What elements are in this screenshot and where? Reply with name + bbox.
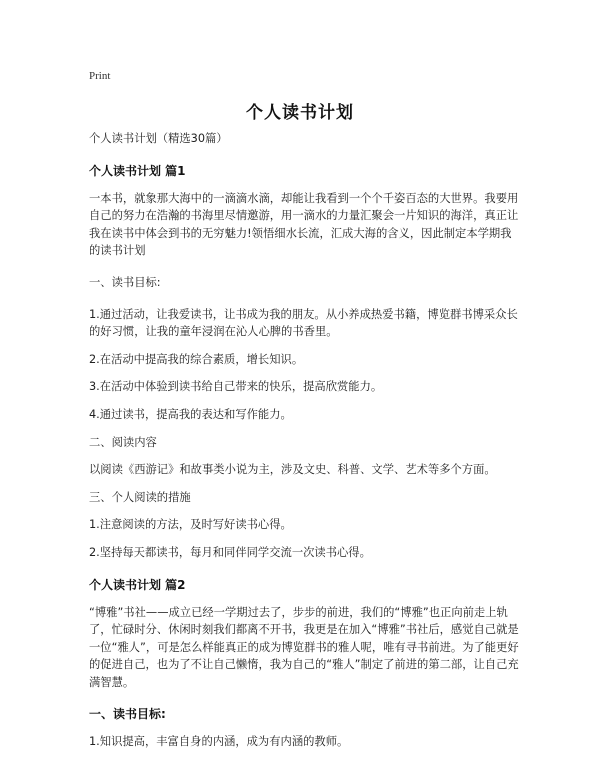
section1-goal-1: 1.通过活动，让我爱读书，让书成为我的朋友。从小养成热爱书籍，博览群书博采众长的好习惯，让我的童年浸润在沁人心脾的书香里。	[89, 307, 518, 339]
section1-measures-heading: 三、个人阅读的措施	[89, 490, 191, 504]
section1-goal-2: 2.在活动中提高我的综合素质，增长知识。	[89, 352, 304, 366]
document-subtitle: 个人读书计划（精选30篇）	[89, 132, 228, 145]
section1-goal-3: 3.在活动中体验到读书给自己带来的快乐，提高欣赏能力。	[89, 380, 383, 394]
print-label: Print	[89, 70, 111, 82]
section-heading-2: 个人读书计划 篇2	[89, 577, 186, 592]
section2-intro: “博雅”书社——成立已经一学期过去了，步步的前进，我们的“博雅”也正向前走上轨了，忙碌时分、休闲时刻我们都离不开书，我更是在加入“博雅”书社后，感觉自己就是一位“雅人”，可是怎么样能真正的成为博览群书的雅人呢，唯有寻书前进。为了能更好的促进自己，也为了不让自己懒惰，我为自己的“雅人”制定了前进的第二部，让自己充满智慧。	[89, 605, 519, 689]
section2-goals-heading: 一、读书目标:	[89, 707, 166, 722]
section1-content-heading: 二、阅读内容	[89, 435, 157, 449]
page-title: 个人读书计划	[246, 103, 354, 123]
section1-content-text: 以阅读《西游记》和故事类小说为主，涉及文史、科普、文学、艺术等多个方面。	[89, 463, 496, 477]
section1-intro: 一本书，就象那大海中的一滴滴水滴，却能让我看到一个个千姿百态的大世界。我要用自己的努力在浩瀚的书海里尽情邀游，用一滴水的力量汇聚会一片知识的海洋，真正让我在读书中体会到书的无穷魅力!领悟细水长流，汇成大海的含义，因此制定本学期我的读书计划	[89, 191, 519, 258]
section1-measure-1: 1.注意阅读的方法，及时写好读书心得。	[89, 518, 292, 532]
document-body	[89, 130, 521, 751]
section1-goal-4: 4.通过读书，提高我的表达和写作能力。	[89, 407, 292, 421]
section1-goals-heading: 一、读书目标:	[89, 275, 161, 289]
section2-goal-1: 1.知识提高，丰富自身的内涵，成为有内涵的教师。	[89, 735, 349, 749]
section-heading-1: 个人读书计划 篇1	[89, 163, 186, 178]
section1-measure-2: 2.坚持每天都读书，每月和同伴同学交流一次读书心得。	[89, 545, 371, 559]
